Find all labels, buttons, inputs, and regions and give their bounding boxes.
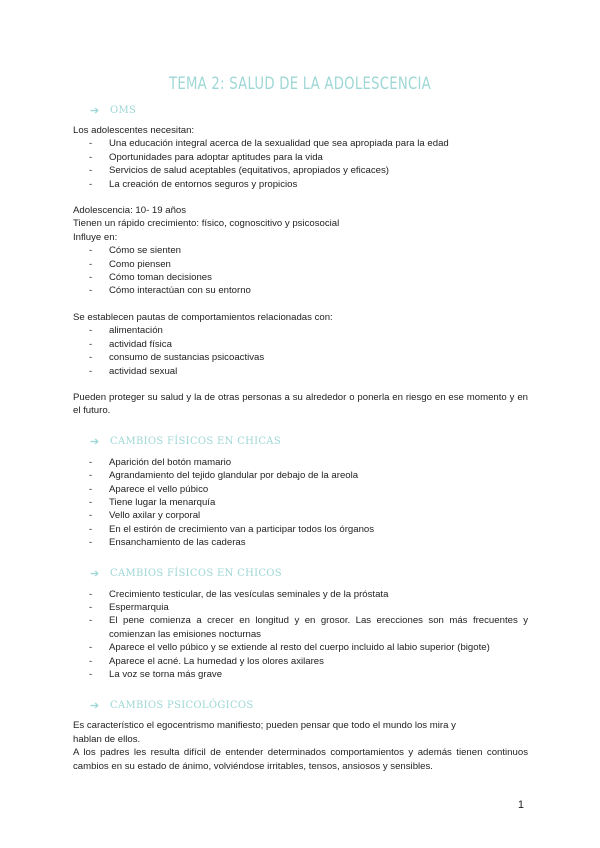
list-item: - Servicios de salud aceptables (equitativos, apropiados y eficaces) <box>89 165 389 177</box>
paragraph: Pueden proteger su salud y la de otras personas a su alrededor o ponerla en riesgo en ese momento y en el futuro. <box>73 391 528 417</box>
page-title: TEMA 2: SALUD DE LA ADOLESCENCIA <box>169 74 431 94</box>
arrow-right-icon: ➔ <box>90 103 100 117</box>
list-item: - Cómo se sienten <box>89 245 181 257</box>
list-item: - Oportunidades para adoptar aptitudes para la vida <box>89 151 323 163</box>
paragraph: A los padres les resulta difícil de entender determinados comportamientos y además tienen continuos cambios en su estado de ánimo, volviéndose irritables, tensos, ansiosos y sensibles. <box>73 747 528 772</box>
section-heading-psicologicos <box>90 697 528 713</box>
list-item: - En el estirón de crecimiento van a participar todos los órganos <box>89 523 375 535</box>
list-item: - Agrandamiento del tejido glandular por debajo de la areola <box>89 470 359 482</box>
list-item: - Una educación integral acerca de la sexualidad que sea apropiada para la edad <box>89 138 449 150</box>
list-item: - Tiene lugar la menarquía <box>89 496 216 508</box>
list-item: - Aparece el vello púbico y se extiende al resto del cuerpo incluido al labio superior (bigote) <box>89 642 490 654</box>
list-item: - La creación de entornos seguros y propicios <box>89 178 298 190</box>
list-item: - La voz se torna más grave <box>89 669 223 680</box>
paragraph: Es característico el egocentrismo manifiesto; pueden pensar que todo el mundo los mira y hablan de ellos. <box>73 720 456 745</box>
list-item: - actividad sexual <box>89 365 178 377</box>
chicos-list <box>73 588 528 682</box>
section-heading-text: CAMBIOS PSICOLÓGICOS <box>110 699 254 711</box>
list-item: - Aparece el acné. La humedad y los olores axilares <box>89 655 324 667</box>
pautas-list <box>73 324 528 378</box>
chicas-list <box>73 456 528 550</box>
document-body <box>73 102 528 773</box>
list-item: - Crecimiento testicular, de las vesículas seminales y de la próstata <box>89 588 389 600</box>
section-heading-text: CAMBIOS FÍSICOS EN CHICAS <box>110 436 281 448</box>
needs-list <box>73 137 528 191</box>
influye-list <box>73 244 528 298</box>
paragraph: Influye en: <box>73 231 118 243</box>
section-heading-chicas <box>90 434 528 450</box>
list-item: - Ensanchamiento de las caderas <box>89 537 246 549</box>
list-item: - Cómo toman decisiones <box>89 272 212 284</box>
paragraph: Los adolescentes necesitan: <box>73 125 195 136</box>
section-heading-oms <box>90 102 528 118</box>
arrow-right-icon: ➔ <box>90 698 100 712</box>
list-item: - alimentación <box>89 325 163 337</box>
list-item: - consumo de sustancias psicoactivas <box>89 352 265 364</box>
list-item: - El pene comienza a crecer en longitud y en grosor. Las erecciones son más frecuentes y comienzan las emisiones nocturnas <box>89 615 528 640</box>
arrow-right-icon: ➔ <box>90 567 100 581</box>
list-item: - Espermarquia <box>89 601 169 613</box>
page-number: 1 <box>517 799 524 811</box>
list-item: - Vello axilar y corporal <box>89 510 201 522</box>
section-heading-text: OMS <box>110 104 137 116</box>
paragraph: Tienen un rápido crecimiento: físico, cognoscitivo y psicosocial <box>73 218 340 230</box>
section-heading-text: CAMBIOS FÍSICOS EN CHICOS <box>110 568 282 580</box>
section-heading-chicos <box>90 566 528 582</box>
arrow-right-icon: ➔ <box>90 435 100 449</box>
list-item: - Cómo interactúan con su entorno <box>89 285 251 297</box>
list-item: - actividad física <box>89 338 172 350</box>
list-item: - Aparición del botón mamario <box>89 456 232 468</box>
paragraph: Se establecen pautas de comportamientos relacionadas con: <box>73 311 333 323</box>
list-item: - Aparece el vello púbico <box>89 483 209 495</box>
paragraph: Adolescencia: 10- 19 años <box>73 205 187 217</box>
list-item: - Como piensen <box>89 258 171 270</box>
